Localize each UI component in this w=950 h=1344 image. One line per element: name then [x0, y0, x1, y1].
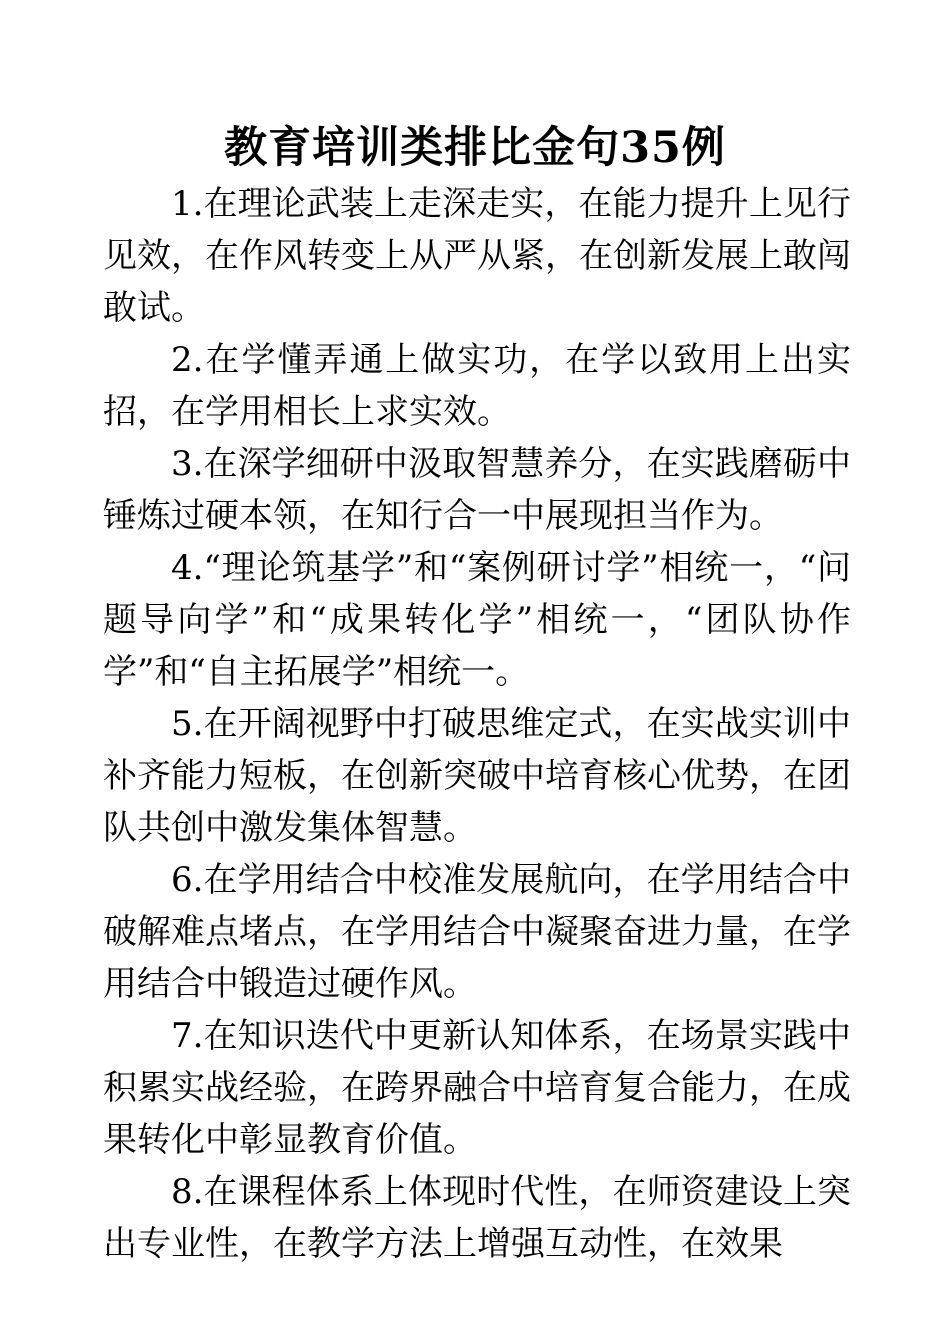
paragraph-4: 4.“理论筑基学”和“案例研讨学”相统一，“问题导向学”和“成果转化学”相统一，“团队协作学”和“自主拓展学”相统一。: [103, 548, 851, 692]
paragraph-5: 5.在开阔视野中打破思维定式，在实战实训中补齐能力短板，在创新突破中培育核心优势，在团队共创中激发集体智慧。: [103, 704, 851, 848]
paragraph-8: 8.在课程体系上体现时代性，在师资建设上突出专业性，在教学方法上增强互动性，在效果: [103, 1172, 851, 1264]
paragraph-3: 3.在深学细研中汲取智慧养分，在实践磨砺中锤炼过硬本领，在知行合一中展现担当作为。: [103, 444, 851, 536]
paragraph-6: 6.在学用结合中校准发展航向，在学用结合中破解难点堵点，在学用结合中凝聚奋进力量，在学用结合中锻造过硬作风。: [103, 860, 851, 1004]
document-body: [103, 178, 851, 1270]
paragraph-7: 7.在知识迭代中更新认知体系，在场景实践中积累实战经验，在跨界融合中培育复合能力，在成果转化中彰显教育价值。: [103, 1016, 851, 1160]
paragraph-2: 2.在学懂弄通上做实功，在学以致用上出实招，在学用相长上求实效。: [103, 340, 851, 432]
paragraph-1: 1.在理论武装上走深走实，在能力提升上见行见效，在作风转变上从严从紧，在创新发展上敢闯敢试。: [103, 184, 851, 328]
document-title: 教育培训类排比金句35例: [224, 123, 726, 173]
